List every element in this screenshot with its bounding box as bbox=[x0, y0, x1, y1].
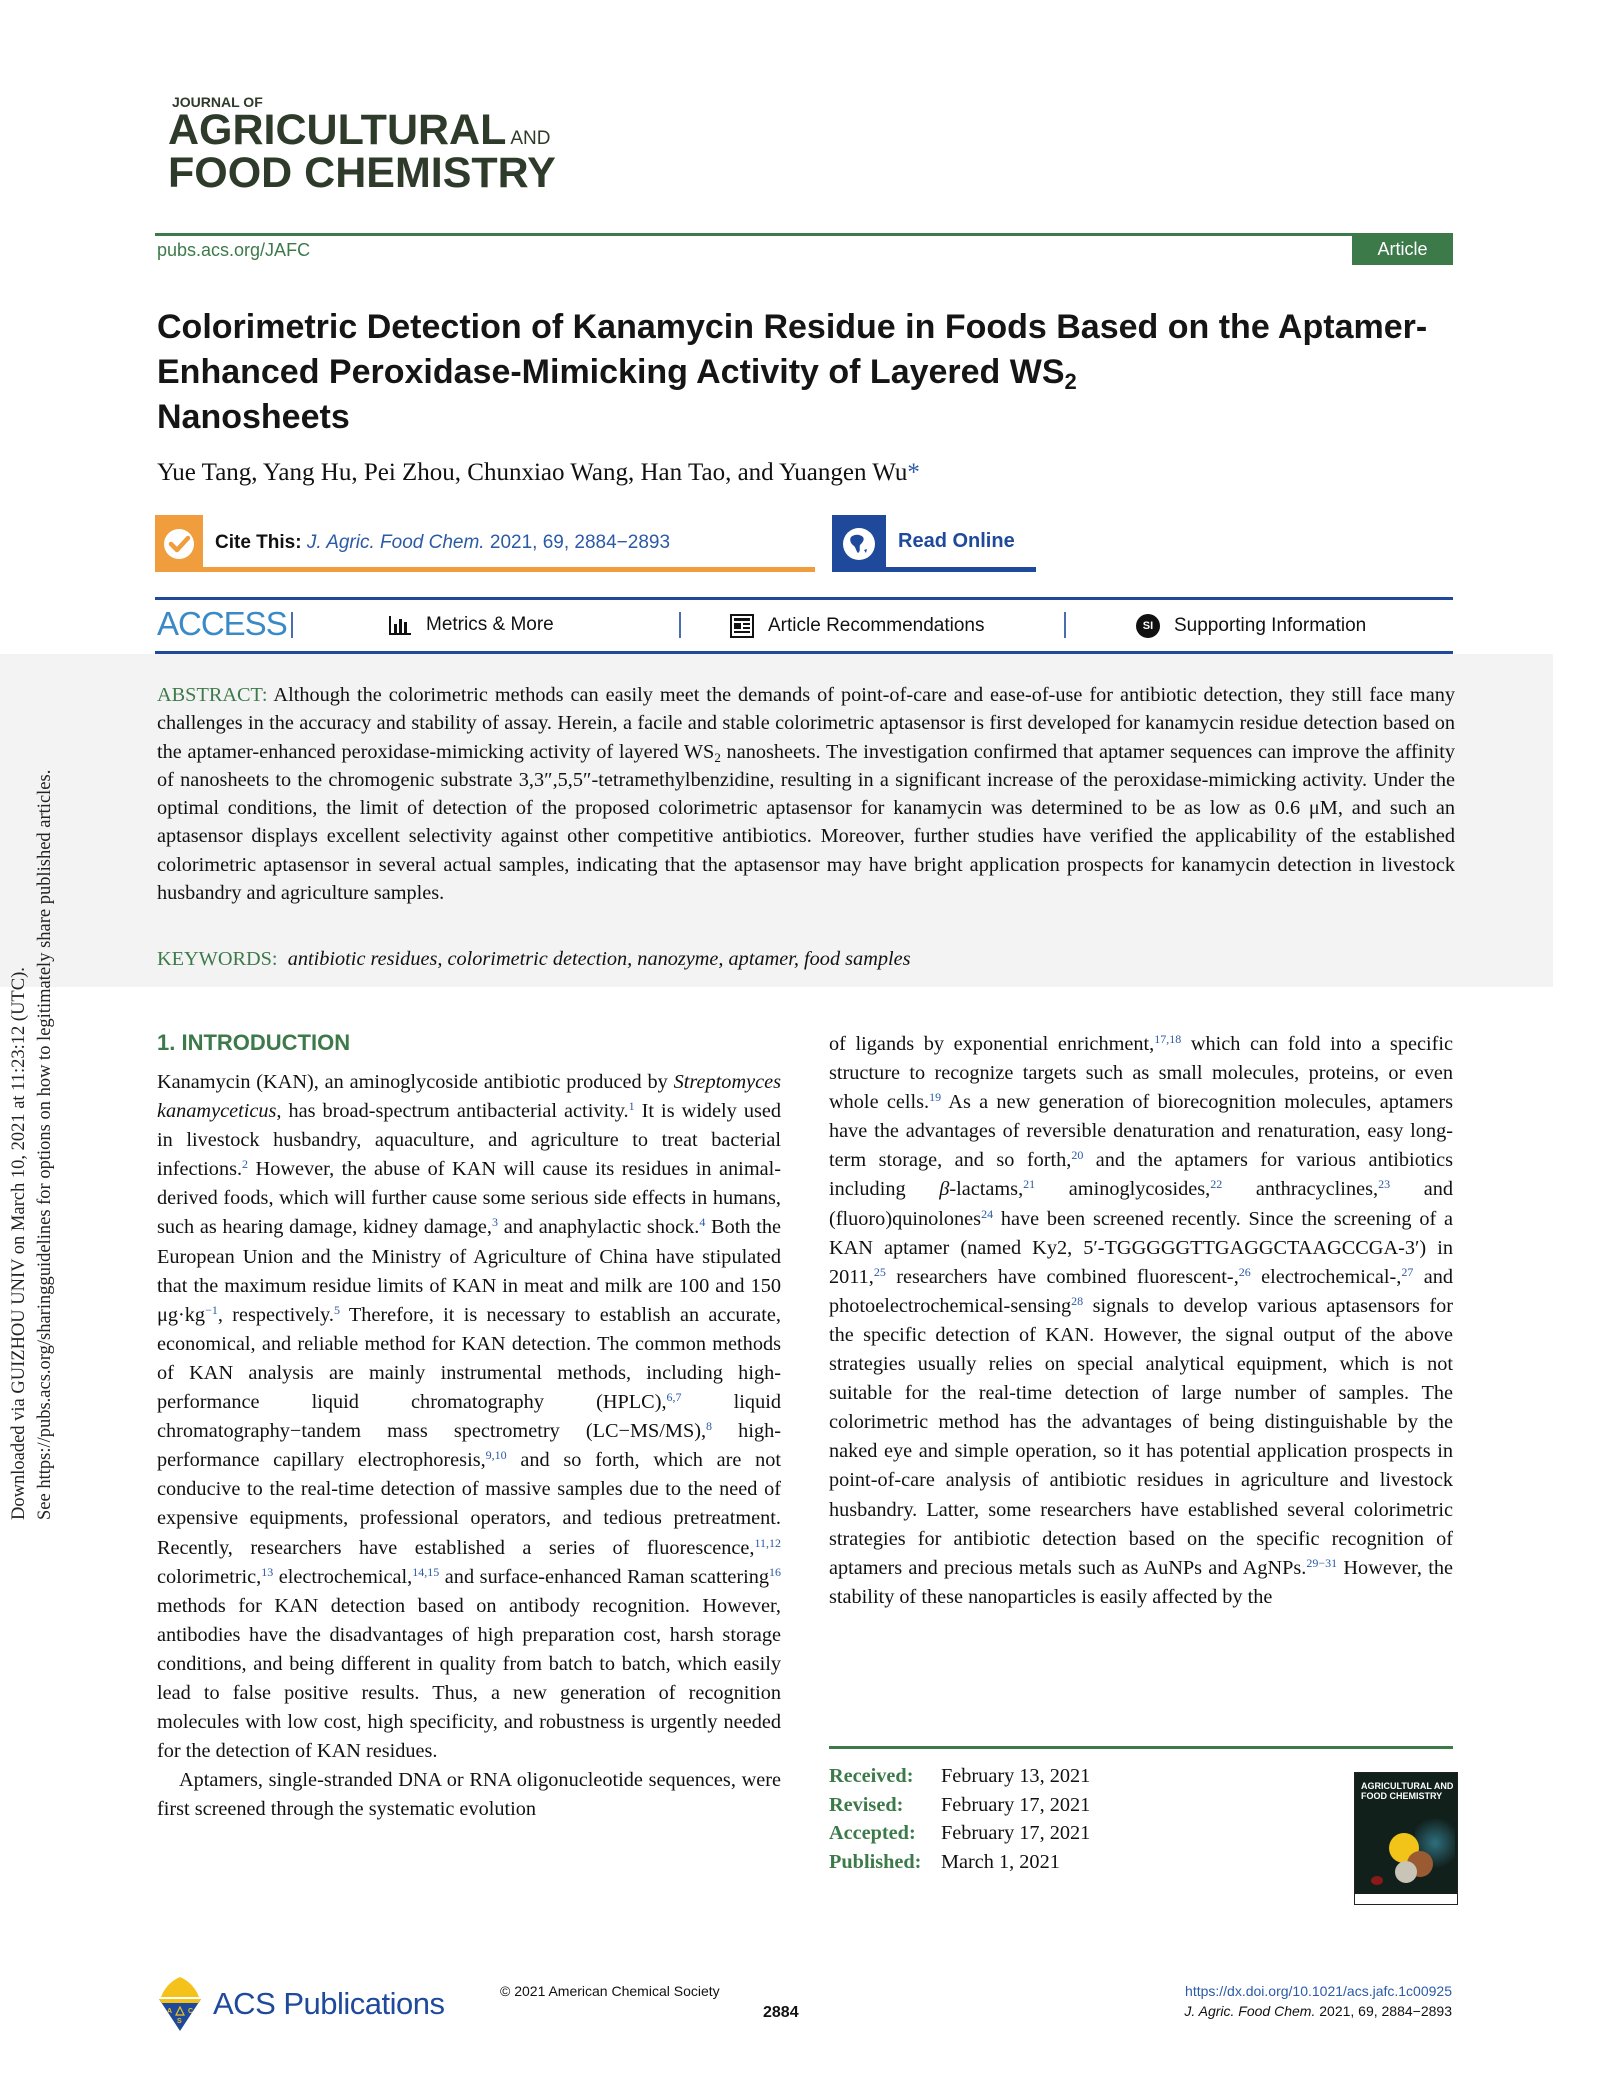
body-text: and photoelectrochemical-sensing bbox=[829, 1265, 1453, 1317]
history-published bbox=[829, 1848, 1090, 1877]
footer-cite-details: 2021, 69, 2884−2893 bbox=[1319, 2003, 1452, 2019]
read-online-label: Read Online bbox=[898, 530, 1015, 552]
history-label: Received: bbox=[829, 1765, 914, 1787]
body-text: , respectively. bbox=[217, 1303, 334, 1326]
svg-text:A: A bbox=[167, 2008, 173, 2015]
cite-text bbox=[215, 532, 670, 554]
cover-title-line2: FOOD CHEMISTRY bbox=[1361, 1791, 1443, 1801]
journal-cover-thumbnail[interactable] bbox=[1354, 1772, 1458, 1905]
cite-details: 2021, 69, 2884−2893 bbox=[489, 532, 671, 553]
history-value: February 17, 2021 bbox=[941, 1822, 1091, 1844]
citation-reference[interactable]: 2 bbox=[242, 1157, 249, 1172]
body-text: -lactams, bbox=[949, 1178, 1024, 1201]
supporting-information-link[interactable] bbox=[1136, 614, 1366, 638]
download-notice-line1: Downloaded via GUIZHOU UNIV on March 10, 2021 at 11:23:12 (UTC). bbox=[9, 967, 29, 1520]
journal-logo bbox=[168, 95, 556, 195]
body-text: Therefore, it is necessary to establish an accurate, economical, and reliable method for KAN detection. The common methods of KAN analysis are mainly instrumental methods, including high-performance liquid chromatography (HPLC), bbox=[157, 1303, 781, 1414]
body-text: and so forth, which are not conducive to the real-time detection of massive samples due to the need of expensive equipments, professional operators, and tedious pretreatment. Recently, researchers have established a series of fluorescence, bbox=[157, 1449, 781, 1559]
citation-reference[interactable]: 13 bbox=[261, 1564, 274, 1579]
logo-line-food-chemistry: FOOD CHEMISTRY bbox=[168, 149, 556, 197]
citation-reference[interactable]: 1 bbox=[628, 1099, 635, 1114]
read-online-button[interactable] bbox=[832, 515, 1036, 572]
authors-text: Yue Tang, Yang Hu, Pei Zhou, Chunxiao Wang, Han Tao, and Yuangen Wu bbox=[157, 459, 908, 486]
header-rule bbox=[155, 233, 1453, 236]
abstract bbox=[157, 681, 1455, 907]
body-text: have been screened recently. Since the screening of a KAN aptamer (named Ky2, 5′-TGGGGGTTGAGGCTAAGCCGA-3′) in 2011, bbox=[829, 1207, 1453, 1288]
body-text: anthracyclines, bbox=[1222, 1178, 1379, 1201]
abstract-heading: ABSTRACT: bbox=[157, 684, 268, 706]
intro-left-column bbox=[157, 1068, 781, 1824]
citation-reference[interactable]: 5 bbox=[333, 1302, 340, 1317]
body-text: methods for KAN detection based on antibody recognition. However, antibodies have the disadvantages of high preparation cost, harsh storage conditions, and being different in quality from batch to batch, which easily lead to false positive results. Thus, a new generation of recognition molecules with low cost, high specificity, and robustness is urgently needed for the detection of KAN residues. bbox=[157, 1594, 781, 1763]
citation-reference[interactable]: 24 bbox=[981, 1206, 994, 1221]
corresponding-author-mark[interactable]: * bbox=[907, 459, 920, 486]
body-text: and surface-enhanced Raman scattering bbox=[439, 1565, 769, 1588]
citation-reference[interactable]: 6,7 bbox=[666, 1390, 682, 1405]
body-text: electrochemical-, bbox=[1250, 1265, 1402, 1288]
access-separator bbox=[291, 612, 293, 638]
abstract-text-cont: nanosheets. The investigation confirmed that aptamer sequences can improve the affinity of nanosheets to the chromogenic substrate 3,3″,5,5″-tetramethylbenzidine, resulting in a significant increase of the peroxidase-mimicking activity. Under the optimal conditions, the limit of detection of the proposed colorimetric aptasensor for kanamycin was determined to be as low as 0.6 μM, and such an aptasensor displays excellent selectivity against other competitive antibiotics. Moreover, further studies have verified the applicability of the established colorimetric aptasensor in several actual samples, indicating that the aptasensor may have bright application prospects for kanamycin detection in livestock husbandry and agriculture samples. bbox=[157, 740, 1455, 905]
copyright: © 2021 American Chemical Society bbox=[500, 1983, 720, 1999]
article-type-badge: Article bbox=[1352, 233, 1453, 265]
author-list bbox=[157, 459, 920, 487]
body-text: Aptamers, single-stranded DNA or RNA oligonucleotide sequences, were first screened through the systematic evolution bbox=[157, 1769, 781, 1821]
publisher-name: ACS Publications bbox=[213, 1986, 445, 2021]
citation-reference[interactable]: 14,15 bbox=[412, 1564, 440, 1579]
italic-text: Streptomyces kanamyceticus bbox=[157, 1071, 781, 1123]
doi-link[interactable]: https://dx.doi.org/10.1021/acs.jafc.1c00925 bbox=[1185, 1983, 1452, 1999]
article-title bbox=[157, 305, 1457, 440]
metrics-label: Metrics & More bbox=[426, 614, 554, 635]
body-text: Kanamycin (KAN), an aminoglycoside antibiotic produced by bbox=[157, 1071, 674, 1093]
article-history bbox=[829, 1762, 1090, 1876]
logo-and: AND bbox=[510, 128, 551, 149]
si-badge-icon: SI bbox=[1136, 614, 1160, 638]
title-text-end: Nanosheets bbox=[157, 398, 350, 436]
citation-reference[interactable]: 22 bbox=[1210, 1177, 1223, 1192]
body-text: aminoglycosides, bbox=[1035, 1178, 1211, 1201]
access-separator bbox=[679, 612, 681, 638]
body-text: and (fluoro)quinolones bbox=[829, 1178, 1453, 1230]
history-value: March 1, 2021 bbox=[941, 1850, 1060, 1873]
acs-shield-icon bbox=[157, 1975, 203, 2033]
cite-reference bbox=[307, 532, 670, 553]
history-label: Revised: bbox=[829, 1793, 904, 1816]
history-value: February 13, 2021 bbox=[941, 1765, 1091, 1787]
citation-reference[interactable]: 19 bbox=[929, 1090, 942, 1105]
citation-reference[interactable]: 9,10 bbox=[485, 1448, 507, 1463]
citation-reference[interactable]: 23 bbox=[1378, 1177, 1391, 1192]
body-text: signals to develop various aptasensors for the specific detection of KAN. However, the signal output of the above strategies usually relies on special analytical equipment, which is not suitable for the real-time detection of large number of samples. The colorimetric method has the advantages of being distinguishable by the naked eye and simple operation, so it has potential application prospects in point-of-care analysis of antibiotic residues in agriculture and livestock husbandry. Latter, some researchers have established several colorimetric strategies for antibiotic detection based on the specific recognition of aptamers and precious metals such as AuNPs and AgNPs. bbox=[829, 1294, 1453, 1579]
body-text: However, the abuse of KAN will cause its residues in animal-derived foods, which will further cause some serious side effects in humans, such as hearing damage, kidney damage, bbox=[157, 1158, 781, 1239]
cite-this-button[interactable] bbox=[155, 515, 815, 572]
citation-reference[interactable]: 25 bbox=[873, 1264, 886, 1279]
citation-reference[interactable]: 21 bbox=[1023, 1177, 1036, 1192]
title-text: Colorimetric Detection of Kanamycin Residue in Foods Based on the Aptamer-Enhanced Peroxidase-Mimicking Activity of Layered WS bbox=[157, 308, 1428, 391]
access-separator bbox=[1064, 612, 1066, 638]
download-notice bbox=[6, 620, 58, 1520]
body-text: and anaphylactic shock. bbox=[497, 1216, 700, 1239]
citation-reference[interactable]: 8 bbox=[706, 1419, 713, 1434]
abstract-text: Although the colorimetric methods can easily meet the demands of point-of-care and ease-of-use for antibiotic detection, they still face many challenges in the accuracy and stability of assay. Herein, a facile and stable colorimetric aptasensor is first developed for kanamycin residue detection based on the aptamer-enhanced peroxidase-mimicking activity of layered WS bbox=[157, 684, 1455, 763]
section-heading-introduction: 1. INTRODUCTION bbox=[157, 1030, 351, 1055]
body-text: liquid chromatography−tandem mass spectrometry (LC−MS/MS), bbox=[157, 1391, 781, 1443]
footer-citation bbox=[1184, 2003, 1452, 2019]
citation-reference[interactable]: 11,12 bbox=[754, 1535, 781, 1550]
cover-title-line1: AGRICULTURAL AND bbox=[1361, 1781, 1454, 1791]
globe-icon bbox=[832, 515, 886, 572]
citation-reference[interactable]: 17,18 bbox=[1154, 1032, 1182, 1046]
svg-text:C: C bbox=[188, 2008, 194, 2015]
article-list-icon bbox=[730, 614, 754, 638]
title-subscript: 2 bbox=[1064, 369, 1077, 394]
intro-paragraph-2-cont bbox=[829, 1030, 1453, 1612]
body-text: electrochemical, bbox=[273, 1565, 413, 1588]
supporting-info-label: Supporting Information bbox=[1174, 615, 1367, 636]
intro-paragraph-1 bbox=[157, 1068, 781, 1766]
body-text: , has broad-spectrum antibacterial activity. bbox=[276, 1100, 629, 1123]
citation-reference[interactable]: 27 bbox=[1401, 1264, 1414, 1279]
download-notice-line2: See https://pubs.acs.org/sharingguidelines for options on how to legitimately share published articles. bbox=[35, 769, 55, 1520]
history-label: Published: bbox=[829, 1850, 922, 1873]
page-number: 2884 bbox=[763, 2004, 799, 2021]
checkmark-circle-icon bbox=[155, 515, 203, 572]
citation-reference[interactable]: 20 bbox=[1071, 1148, 1084, 1163]
history-rule bbox=[829, 1746, 1453, 1749]
cover-footer bbox=[1355, 1894, 1457, 1904]
body-text: high-performance capillary electrophoresis, bbox=[157, 1420, 781, 1472]
body-text: and the aptamers for various antibiotics including bbox=[829, 1149, 1453, 1201]
footer-cite-journal: J. Agric. Food Chem. bbox=[1184, 2003, 1316, 2019]
body-text: colorimetric, bbox=[157, 1565, 262, 1588]
body-text: However, the stability of these nanoparticles is easily affected by the bbox=[829, 1556, 1454, 1608]
body-text: Both the European Union and the Ministry of Agriculture of China have stipulated that the maximum residue limits of KAN in meat and milk are 100 and 150 μg·kg bbox=[157, 1216, 781, 1326]
cover-art-grey-sphere bbox=[1395, 1861, 1417, 1883]
cite-underline bbox=[203, 567, 815, 572]
italic-text: β bbox=[939, 1178, 950, 1201]
cite-journal: J. Agric. Food Chem. bbox=[306, 532, 485, 553]
intro-paragraph-2 bbox=[157, 1766, 781, 1824]
access-rule-top bbox=[155, 597, 1453, 600]
article-recommendations-link[interactable] bbox=[730, 614, 984, 638]
body-text: which can fold into a specific structure to recognize targets such as small molecules, proteins, or even whole cells. bbox=[829, 1033, 1453, 1114]
history-revised bbox=[829, 1791, 1090, 1820]
abstract-subscript: 2 bbox=[714, 749, 721, 765]
history-accepted bbox=[829, 1819, 1090, 1848]
citation-reference[interactable]: 4 bbox=[699, 1215, 706, 1230]
keywords bbox=[157, 948, 911, 971]
body-text: of ligands by exponential enrichment, bbox=[829, 1033, 1155, 1055]
logo-line-agricultural bbox=[168, 106, 556, 154]
citation-reference[interactable]: −1 bbox=[205, 1302, 218, 1317]
cover-title bbox=[1361, 1781, 1453, 1801]
keywords-list: antibiotic residues, colorimetric detection, nanozyme, aptamer, food samples bbox=[287, 948, 911, 970]
citation-reference[interactable]: 29−31 bbox=[1306, 1555, 1338, 1570]
bar-chart-icon bbox=[388, 614, 412, 636]
cover-art-red-object bbox=[1371, 1876, 1383, 1885]
citation-reference[interactable]: 3 bbox=[491, 1215, 498, 1230]
citation-reference[interactable]: 26 bbox=[1238, 1264, 1251, 1279]
recommendations-label: Article Recommendations bbox=[768, 615, 985, 636]
metrics-and-more-link[interactable] bbox=[388, 614, 554, 636]
access-label: ACCESS bbox=[157, 605, 287, 642]
body-text: It is widely used in livestock husbandry, aquaculture, and agriculture to treat bacterial infections. bbox=[157, 1100, 781, 1181]
body-text: As a new generation of biorecognition molecules, aptamers have the advantages of reversible denaturation and renaturation, easy long-term storage, and so forth, bbox=[829, 1091, 1453, 1172]
cite-label: Cite This: bbox=[215, 532, 302, 553]
body-text: researchers have combined fluorescent-, bbox=[885, 1265, 1239, 1288]
citation-reference[interactable]: 28 bbox=[1071, 1293, 1084, 1308]
citation-reference[interactable]: 16 bbox=[769, 1564, 781, 1579]
logo-line-journal-of: JOURNAL OF bbox=[172, 94, 263, 110]
history-label: Accepted: bbox=[829, 1822, 916, 1844]
logo-agricultural: AGRICULTURAL bbox=[168, 106, 507, 154]
keywords-heading: KEYWORDS: bbox=[157, 948, 278, 970]
read-online-underline bbox=[886, 567, 1036, 572]
journal-site-link[interactable]: pubs.acs.org/JAFC bbox=[157, 240, 311, 260]
history-received bbox=[829, 1762, 1090, 1791]
svg-text:S: S bbox=[177, 2018, 182, 2025]
intro-right-column bbox=[829, 1030, 1453, 1612]
history-value: February 17, 2021 bbox=[941, 1793, 1091, 1816]
acs-publications-logo[interactable] bbox=[157, 1975, 445, 2033]
